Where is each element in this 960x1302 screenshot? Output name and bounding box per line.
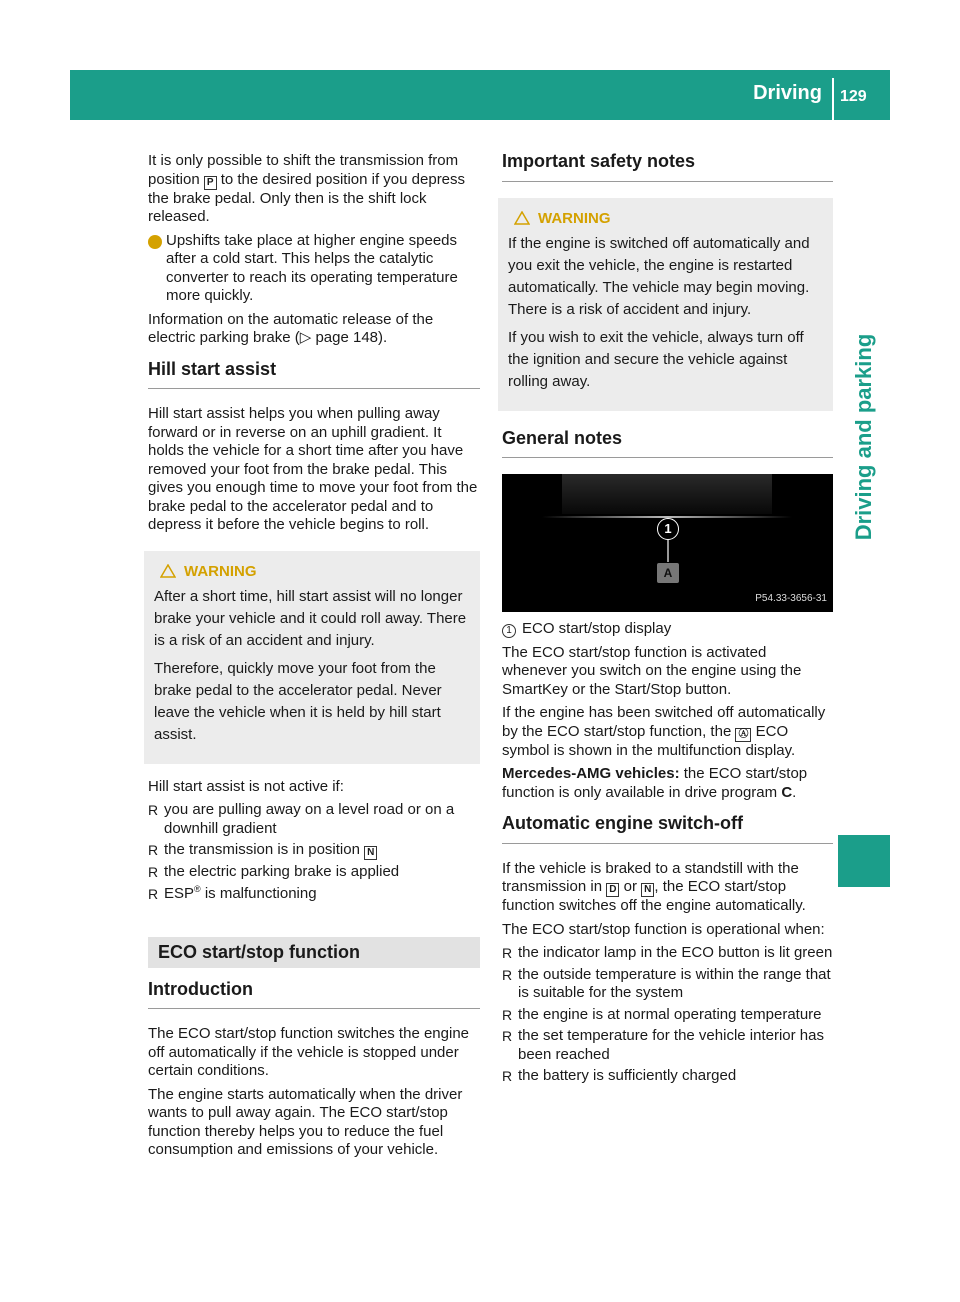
- neutral-position-symbol: N: [641, 883, 654, 897]
- hill-start-heading: Hill start assist: [148, 360, 480, 390]
- section-title: Driving: [753, 82, 822, 104]
- amg-paragraph: Mercedes-AMG vehicles: the ECO start/stop function is only available in drive program C.: [502, 765, 808, 801]
- parking-brake-reference: Information on the automatic release of the electric parking brake (▷ page 148).: [148, 310, 434, 346]
- eco-symbol-icon: A: [657, 563, 679, 583]
- park-position-symbol: P: [204, 176, 217, 190]
- activation-paragraph: The ECO start/stop function is activated whenever you switch on the engine using the SmartKey or the Start/Stop button.: [502, 643, 802, 698]
- general-notes-heading: General notes: [502, 429, 833, 459]
- chapter-marker: [838, 835, 890, 887]
- list-item: R the battery is sufficiently charged: [502, 1067, 737, 1084]
- drive-position-symbol: D: [606, 883, 619, 897]
- hill-start-warning: [144, 551, 480, 764]
- eco-section-heading: ECO start/stop function: [148, 937, 480, 968]
- list-item: R the electric parking brake is applied: [148, 863, 400, 880]
- safety-notes-heading: Important safety notes: [502, 152, 833, 182]
- warning-heading: WARNING: [154, 561, 470, 583]
- page-ref-link[interactable]: page 148).: [311, 329, 388, 346]
- intro-paragraph: The engine starts automatically when the driver wants to pull away again. The ECO start/stop function thereby helps you to reduce the fuel consumption and emissions of your vehicle.: [148, 1085, 463, 1158]
- warning-triangle-icon: [514, 211, 530, 225]
- eco-symbol-paragraph: If the engine has been switched off automatically by the ECO start/stop function, the Ⓐ ECO symbol is shown in the multifunction display.: [502, 704, 826, 759]
- figure-caption: 1 ECO start/stop display: [502, 620, 833, 639]
- warning-text: If the engine is switched off automatically and you exit the vehicle, the engine is restarted automatically. The vehicle may begin moving. There is a risk of accident and injury.: [508, 234, 810, 318]
- auto-switch-off-heading: Automatic engine switch-off: [502, 814, 833, 844]
- auto-switch-off-paragraph: If the vehicle is braked to a standstill with the transmission in D or N , the ECO start/stop function switches off the engine automatically.: [502, 859, 806, 914]
- shift-lock-paragraph: It is only possible to shift the transmission from position P to the desired position if you depress the brake pedal. Only then is the shift lock released.: [148, 152, 466, 225]
- list-item: R the set temperature for the vehicle interior has been reached: [502, 1027, 824, 1063]
- operational-intro: The ECO start/stop function is operational when:: [502, 920, 825, 938]
- left-column: [144, 152, 480, 1165]
- info-icon: i: [148, 235, 162, 249]
- warning-heading: WARNING: [508, 208, 823, 230]
- intro-paragraph: The ECO start/stop function switches the engine off automatically if the vehicle is stopped under certain conditions.: [148, 1025, 469, 1079]
- list-item: R the indicator lamp in the ECO button is lit green: [502, 944, 833, 961]
- eco-display-figure: [502, 474, 833, 612]
- eco-warning: [498, 198, 833, 411]
- list-item: R ESP® is malfunctioning: [148, 883, 317, 902]
- info-note: i Upshifts take place at higher engine speeds after a cold start. This helps the catalytic converter to reach its operating temperature more quickly.: [144, 231, 458, 304]
- warning-triangle-icon: [160, 564, 176, 578]
- not-active-list: [148, 801, 480, 903]
- page-number: 129: [840, 88, 867, 105]
- list-item: R the transmission is in position N: [148, 841, 480, 860]
- list-item: R you are pulling away on a level road or on a downhill gradient: [148, 801, 455, 837]
- page-ref-arrow-icon: ▷: [299, 329, 312, 346]
- not-active-intro: Hill start assist is not active if:: [148, 777, 344, 795]
- hill-start-paragraph: Hill start assist helps you when pulling away forward or in reverse on an uphill gradient. It holds the vehicle for a short time after you have removed your foot from the brake pedal. This gives you enough time to move your foot from the brake pedal to the accelerator pedal and to depress it before the vehicle begins to roll.: [148, 405, 478, 533]
- list-item: R the engine is at normal operating temperature: [502, 1005, 822, 1023]
- warning-text: Therefore, quickly move your foot from the brake pedal to the accelerator pedal. Never leave the vehicle when it is held by hill start assist.: [154, 659, 442, 743]
- chapter-tab-label: Driving and parking: [850, 333, 876, 541]
- operational-conditions-list: [502, 944, 833, 1086]
- warning-text: After a short time, hill start assist will no longer brake your vehicle and it could roll away. There is a risk of an accident and injury.: [154, 587, 467, 649]
- list-item: R the outside temperature is within the range that is suitable for the system: [502, 965, 831, 1001]
- caption-number: 1: [502, 624, 516, 638]
- header-separator: [832, 78, 834, 120]
- figure-id: P54.33-3656-31: [755, 592, 827, 604]
- callout-marker: 1: [657, 518, 679, 540]
- right-column: [502, 152, 833, 1091]
- introduction-heading: Introduction: [148, 980, 480, 1010]
- neutral-position-symbol: N: [364, 846, 377, 860]
- eco-symbol-inline-icon: Ⓐ: [735, 728, 751, 742]
- warning-text: If you wish to exit the vehicle, always turn off the ignition and secure the vehicle against rolling away.: [508, 328, 804, 390]
